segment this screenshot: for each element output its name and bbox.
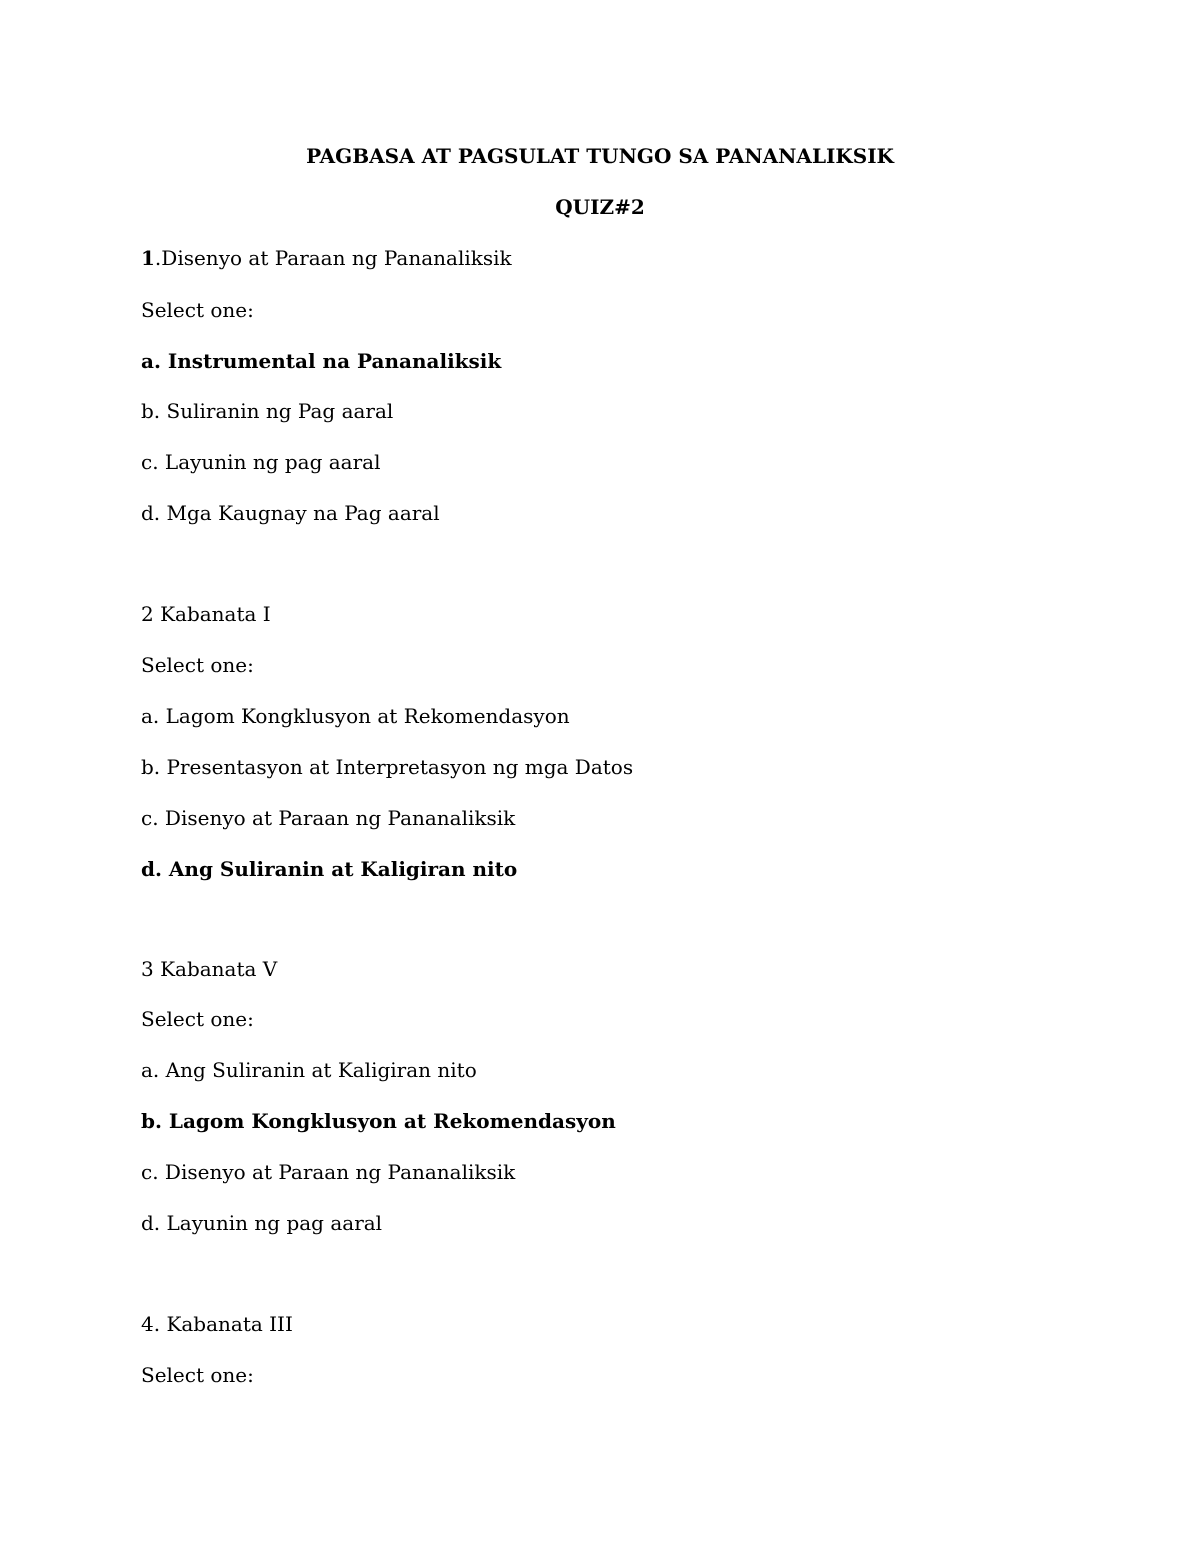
question-1-option-c: c. Layunin ng pag aaral	[141, 450, 381, 474]
question-2-option-d-correct: d. Ang Suliranin at Kaligiran nito	[141, 857, 518, 881]
question-1-instruction: Select one:	[141, 298, 254, 322]
question-3-option-c: c. Disenyo at Paraan ng Pananaliksik	[141, 1160, 516, 1184]
question-2-prompt: 2 Kabanata I	[141, 602, 271, 626]
question-4-prompt: 4. Kabanata III	[141, 1312, 293, 1336]
question-3-option-b-correct: b. Lagom Kongklusyon at Rekomendasyon	[141, 1109, 616, 1133]
question-3-prompt: 3 Kabanata V	[141, 957, 278, 981]
question-1-option-b: b. Suliranin ng Pag aaral	[141, 399, 394, 423]
document-title: PAGBASA AT PAGSULAT TUNGO SA PANANALIKSIK	[306, 144, 894, 168]
question-2-option-b: b. Presentasyon at Interpretasyon ng mga Datos	[141, 755, 634, 779]
question-2-option-a: a. Lagom Kongklusyon at Rekomendasyon	[141, 704, 570, 728]
question-3-option-a: a. Ang Suliranin at Kaligiran nito	[141, 1058, 477, 1082]
question-1-option-a-correct: a. Instrumental na Pananaliksik	[141, 349, 502, 373]
question-2-option-c: c. Disenyo at Paraan ng Pananaliksik	[141, 806, 516, 830]
question-4-instruction: Select one:	[141, 1363, 254, 1387]
question-3-option-d: d. Layunin ng pag aaral	[141, 1211, 383, 1235]
question-1-prompt	[141, 245, 512, 271]
question-3-instruction: Select one:	[141, 1007, 254, 1031]
question-1-number: 1	[141, 246, 155, 270]
question-1-text: .Disenyo at Paraan ng Pananaliksik	[154, 246, 512, 270]
question-2-instruction: Select one:	[141, 653, 254, 677]
quiz-label: QUIZ#2	[555, 195, 645, 219]
question-1-option-d: d. Mga Kaugnay na Pag aaral	[141, 501, 440, 525]
